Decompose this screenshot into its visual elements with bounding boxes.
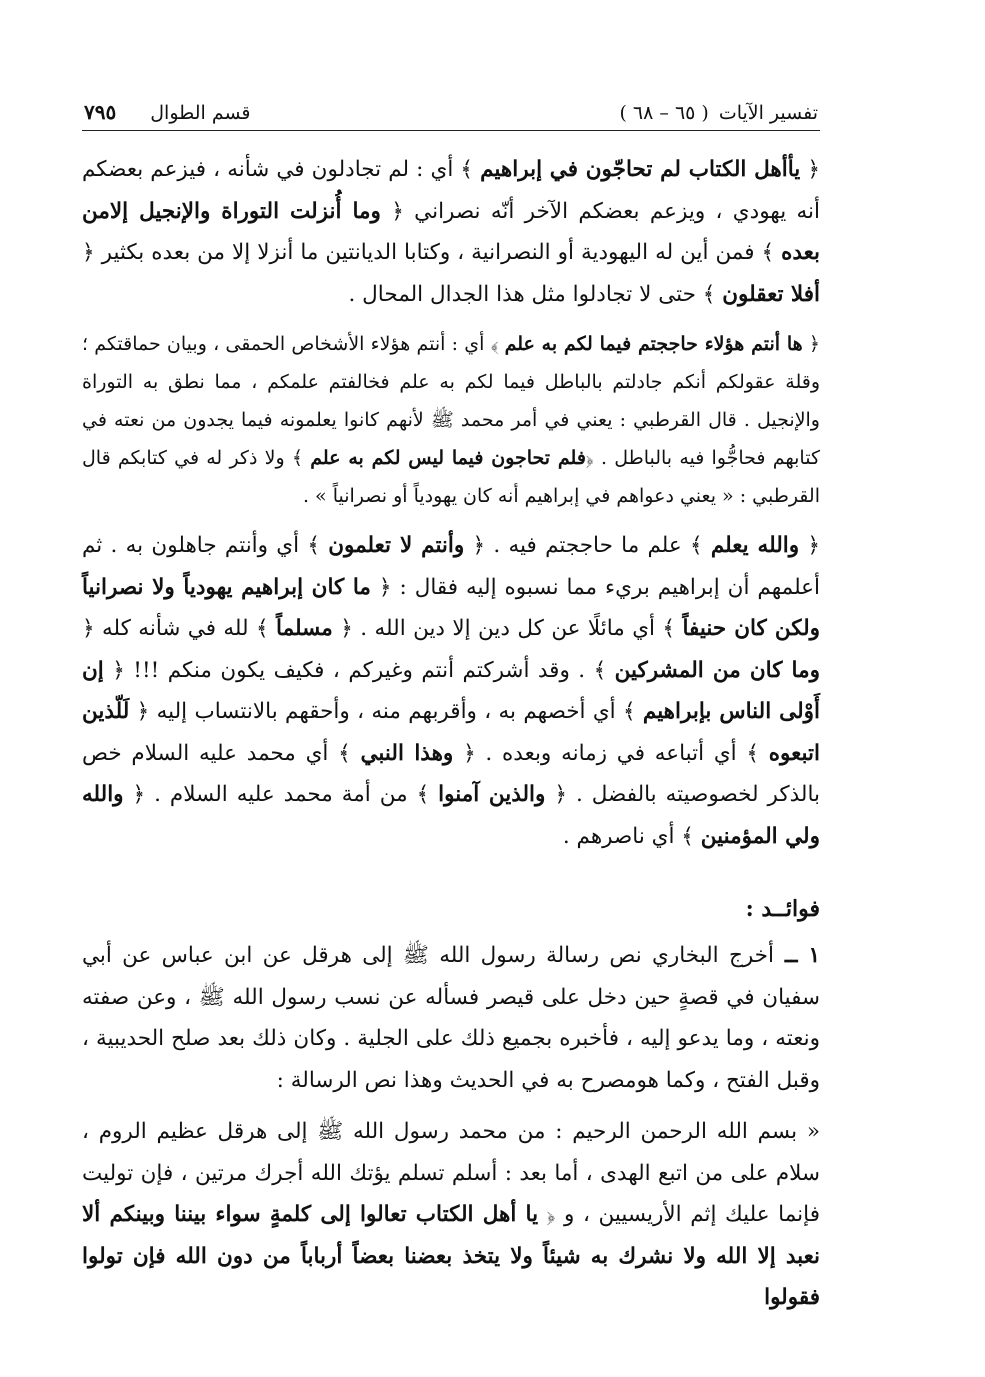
- ornate-bracket: ﴿: [380, 198, 404, 224]
- main-content: [82, 149, 820, 1319]
- commentary-paragraphs: [82, 149, 820, 857]
- ornate-bracket: ﴿: [800, 157, 820, 182]
- quranic-verse-text: يأأهل الكتاب لم تحاجّون في إبراهيم: [480, 157, 801, 182]
- commentary-text: ﴾ أي وأنتم جاهلون به . ثم أعلمهم أن إبراهيم بريء مما نسبوه إليه فقال :: [82, 533, 820, 600]
- quranic-verse-text: لَلّذين اتبعوه: [82, 699, 820, 766]
- quranic-verse-text: وما أُنزلت التوراة والإنجيل إلامن بعده: [82, 198, 820, 265]
- commentary-text: ﴾ فمن أين له اليهودية أو النصرانية ، وكتابا الديانتين ما أنزلا إلا من بعده بكثير: [94, 240, 782, 265]
- commentary-text: ﴾ علم ما حاججتم فيه .: [485, 533, 711, 558]
- benefits-heading: فوائــد :: [745, 896, 820, 922]
- commentary-text: ﴾ أي أخصهم به ، وأقربهم منه ، وأحقهم بالانتساب إليه: [149, 699, 643, 724]
- ornate-bracket: ﴿: [82, 616, 95, 641]
- quranic-verse-text: يا أهل الكتاب تعالوا إلى كلمةٍ سواء بيننا وبينكم ألا نعبد إلا الله ولا نشرك به شيئاً ولا يتخذ بعضنا بعضاً أرباباً من دون الله فإن تولوا فقولوا: [82, 1202, 820, 1310]
- commentary-text: أخرج البخاري نص رسالة رسول الله ﷺ إلى هرقل عن ابن عباس عن أبي سفيان في قصةٍ حين دخل على قيصر فسأله عن نسب رسول الله ﷺ ، وعن صفته ونعته ، وما يدعو إليه ، فأخبره بجميع ذلك على الجلية . وكان ذلك بعد صلح الحديبية ، وقبل الفتح ، وكما هومصرح به في الحديث وهذا نص الرسالة :: [82, 943, 820, 1093]
- commentary-text: ﴾ من أمة محمد عليه السلام .: [145, 782, 439, 807]
- quranic-verse-text: مسلماً: [276, 616, 333, 641]
- ornate-bracket: ﴿: [332, 616, 353, 641]
- ornate-bracket: ﴿: [370, 574, 392, 600]
- section-title: تفسير الآيات: [718, 102, 818, 124]
- commentary-text: ﴾ . وقد أشركتم أنتم وغيركم ، فكيف يكون منكم !!!: [124, 657, 615, 683]
- ornate-bracket: ﴿: [103, 657, 125, 683]
- ornate-bracket: ﴿: [585, 447, 594, 469]
- page-number: ٧٩٥: [84, 100, 117, 124]
- ornate-bracket: ﴿: [129, 699, 150, 724]
- quranic-verse-text: والله يعلم: [710, 533, 800, 558]
- quranic-verse-text: ها أنتم هؤلاء حاججتم فيما لكم به علم: [504, 333, 803, 355]
- commentary-text: ﴾ أي ناصرهم .: [562, 823, 701, 849]
- running-header: [82, 100, 820, 131]
- commentary-text: ﴾ ولا ذكر له في كتابكم قال القرطبي : « يعني دعواهم في إبراهيم أنه كان يهودياً أو نصرانياً » .: [82, 447, 820, 507]
- ornate-bracket: ﴿: [545, 782, 567, 807]
- benefits-section: [82, 935, 820, 1319]
- quranic-verse-text: إن أَوْلى الناس بإبراهيم: [82, 657, 820, 724]
- commentary-text: ﴾ حتى لا تجادلوا مثل هذا الجدال المحال .: [348, 281, 723, 307]
- quranic-verse-text: ١ ــ: [773, 943, 820, 968]
- commentary-text: ﴾ أي : أنتم هؤلاء الأشخاص الحمقى ، وبيان حماقتكم ؛ وقلة عقولكم أنكم جادلتم بالباطل فيما لكم به علم فخالفتم علمكم ، مما نطق به التوراة والإنجيل . قال القرطبي : يعني في أمر محمد ﷺ لأنهم كانوا يعلمونه فيما يجدون من نعته في كتابهم فحاجُّوا فيه بالباطل .: [82, 333, 820, 469]
- commentary-text: ﴾ أي أتباعه في زمانه وبعده .: [475, 740, 769, 766]
- quranic-verse-text: والذين آمنوا: [438, 782, 546, 807]
- commentary-text: ﴾ لله في شأنه كله: [94, 616, 277, 641]
- quranic-verse-text: وما كان من المشركين: [614, 657, 820, 683]
- ornate-bracket: ﴿: [82, 240, 95, 265]
- commentary-text: « بسم الله الرحمن الرحيم : من محمد رسول الله ﷺ إلى هرقل عظيم الروم ، سلام على من اتبع الهدى ، أما بعد : أسلم تسلم يؤتك الله أجرك مرتين ، فإن توليت فإنما عليك إثم الأريسيين ، و: [82, 1119, 820, 1227]
- commentary-paragraph: [82, 149, 820, 315]
- ornate-bracket: ﴿: [799, 533, 820, 558]
- ornate-bracket: ﴿: [464, 533, 486, 558]
- ornate-bracket: ﴿: [453, 740, 476, 766]
- page-body: [82, 100, 820, 1319]
- quranic-verse-text: ما كان إبراهيم يهودياً ولا نصرانياً ولكن كان حنيفاً: [82, 574, 821, 641]
- quranic-verse-text: أفلا تعقلون: [722, 281, 820, 307]
- verse-range: ( ٦٥ – ٦٨ ): [619, 102, 709, 124]
- part-title: قسم الطوال: [150, 102, 251, 124]
- quranic-verse-text: وأنتم لا تعلمون: [328, 533, 465, 558]
- benefit-paragraph: [82, 935, 820, 1101]
- commentary-paragraph: [82, 325, 820, 515]
- quranic-verse-text: والله ولي المؤمنين: [82, 782, 820, 849]
- ornate-bracket: ﴿: [802, 333, 820, 355]
- ornate-bracket: ﴿: [538, 1202, 556, 1227]
- commentary-text: ﴾ أي مائلًا عن كل دين إلا دين الله .: [352, 616, 683, 641]
- commentary-paragraph: [82, 525, 820, 857]
- letter-quote-paragraph: [82, 1111, 820, 1319]
- quranic-verse-text: وهذا النبي: [360, 740, 454, 766]
- header-part: [84, 100, 251, 124]
- header-section: [619, 102, 818, 124]
- quranic-verse-text: فلم تحاجون فيما ليس لكم به علم: [310, 447, 586, 469]
- commentary-text: ﴾ أي : لم تجادلون في شأنه ، فيزعم بعضكم أنه يهودي ، ويزعم بعضكم الآخر أنّه نصراني: [82, 157, 821, 224]
- ornate-bracket: ﴿: [123, 782, 146, 807]
- commentary-text: ﴾ أي محمد عليه السلام خص بالذكر لخصوصيته بالفضل .: [82, 740, 821, 807]
